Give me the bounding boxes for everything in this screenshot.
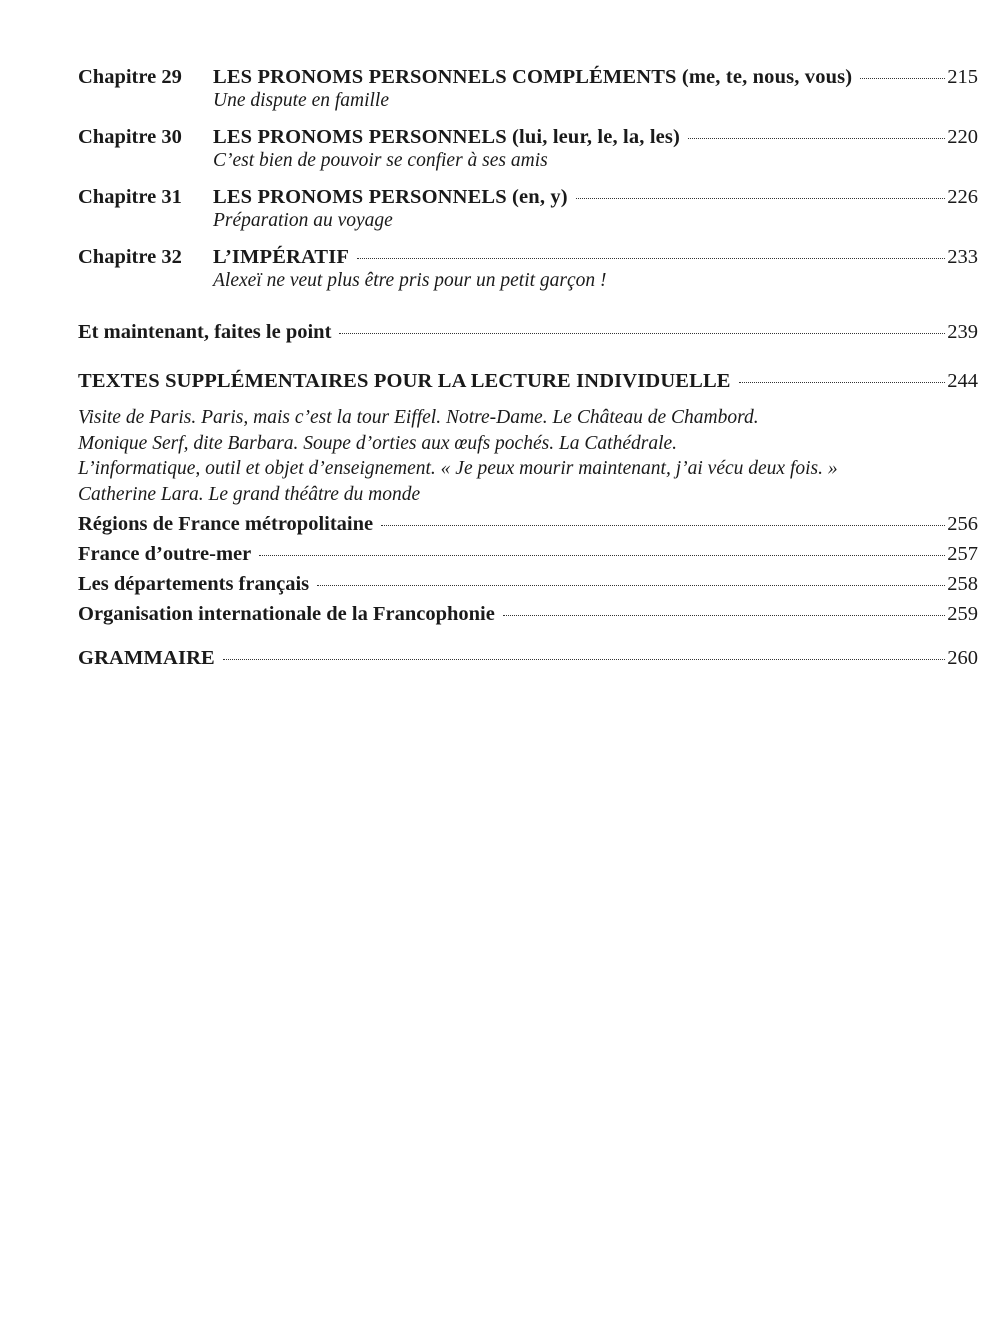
dot-leader: [223, 659, 945, 660]
chapter-subtitle: Préparation au voyage: [213, 210, 393, 231]
chapter-label: Chapitre 29: [78, 66, 182, 88]
toc-entry-departements[interactable]: [78, 573, 978, 603]
page-number: 259: [947, 603, 978, 625]
toc-entry-chapter-31[interactable]: [78, 186, 978, 233]
chapter-title: LES PRONOMS PERSONNELS COMPLÉMENTS (me, te, nous, vous): [213, 66, 853, 88]
chapter-label: Chapitre 32: [78, 246, 182, 268]
toc-entry-supplementary-texts[interactable]: [78, 370, 978, 393]
page-number: 260: [947, 647, 978, 669]
page-number: 215: [947, 66, 978, 88]
texts-line: L’informatique, outil et objet d’enseignement. « Je peux mourir maintenant, j’ai vécu deux fois. »: [78, 458, 838, 479]
supplementary-texts-list: [78, 405, 978, 507]
chapter-title: LES PRONOMS PERSONNELS (en, y): [213, 186, 568, 208]
page-number: 257: [947, 543, 978, 565]
dot-leader: [317, 585, 945, 586]
toc-entry-review[interactable]: [78, 321, 978, 344]
texts-line: Visite de Paris. Paris, mais c’est la tour Eiffel. Notre-Dame. Le Château de Chambord.: [78, 407, 759, 428]
page-number: 244: [947, 370, 978, 392]
chapter-title: L’IMPÉRATIF: [213, 246, 350, 268]
toc-entry-chapter-29[interactable]: [78, 66, 978, 113]
annex-title: France d’outre-mer: [78, 543, 252, 565]
review-title: Et maintenant, faites le point: [78, 321, 332, 343]
dot-leader: [357, 258, 945, 259]
dot-leader: [860, 78, 945, 79]
toc-entry-francophonie[interactable]: [78, 603, 978, 633]
table-of-contents: [78, 66, 978, 670]
texts-line: Monique Serf, dite Barbara. Soupe d’orties aux œufs pochés. La Cathédrale.: [78, 432, 678, 454]
page-number: 220: [947, 126, 978, 148]
page-number: 233: [947, 246, 978, 268]
page-number: 226: [947, 186, 978, 208]
grammar-title: GRAMMAIRE: [78, 647, 215, 669]
chapter-title: LES PRONOMS PERSONNELS (lui, leur, le, la, les): [213, 126, 681, 148]
chapter-label: Chapitre 31: [78, 186, 182, 208]
chapter-label: Chapitre 30: [78, 126, 182, 148]
chapter-subtitle: Alexeï ne veut plus être pris pour un petit garçon !: [213, 270, 607, 291]
dot-leader: [688, 138, 945, 139]
page-number: 258: [947, 573, 978, 595]
annex-title: Les départements français: [78, 573, 310, 595]
toc-entry-outre-mer[interactable]: [78, 543, 978, 573]
toc-entry-regions[interactable]: [78, 513, 978, 543]
page-number: 239: [947, 321, 978, 343]
dot-leader: [739, 382, 946, 383]
page-number: 256: [947, 513, 978, 535]
annex-list: [78, 513, 978, 633]
annex-title: Régions de France métropolitaine: [78, 513, 374, 535]
chapter-subtitle: Une dispute en famille: [213, 90, 390, 111]
toc-entry-chapter-32[interactable]: [78, 246, 978, 293]
dot-leader: [503, 615, 945, 616]
annex-title: Organisation internationale de la Francophonie: [78, 603, 495, 625]
dot-leader: [576, 198, 945, 199]
supplementary-texts-title: TEXTES SUPPLÉMENTAIRES POUR LA LECTURE INDIVIDUELLE: [78, 370, 731, 392]
texts-line: Catherine Lara. Le grand théâtre du monde: [78, 483, 421, 505]
chapter-subtitle: C’est bien de pouvoir se confier à ses amis: [213, 150, 548, 171]
toc-entry-chapter-30[interactable]: [78, 126, 978, 173]
dot-leader: [381, 525, 945, 526]
dot-leader: [339, 333, 945, 334]
toc-entry-grammar[interactable]: [78, 647, 978, 670]
dot-leader: [259, 555, 945, 556]
